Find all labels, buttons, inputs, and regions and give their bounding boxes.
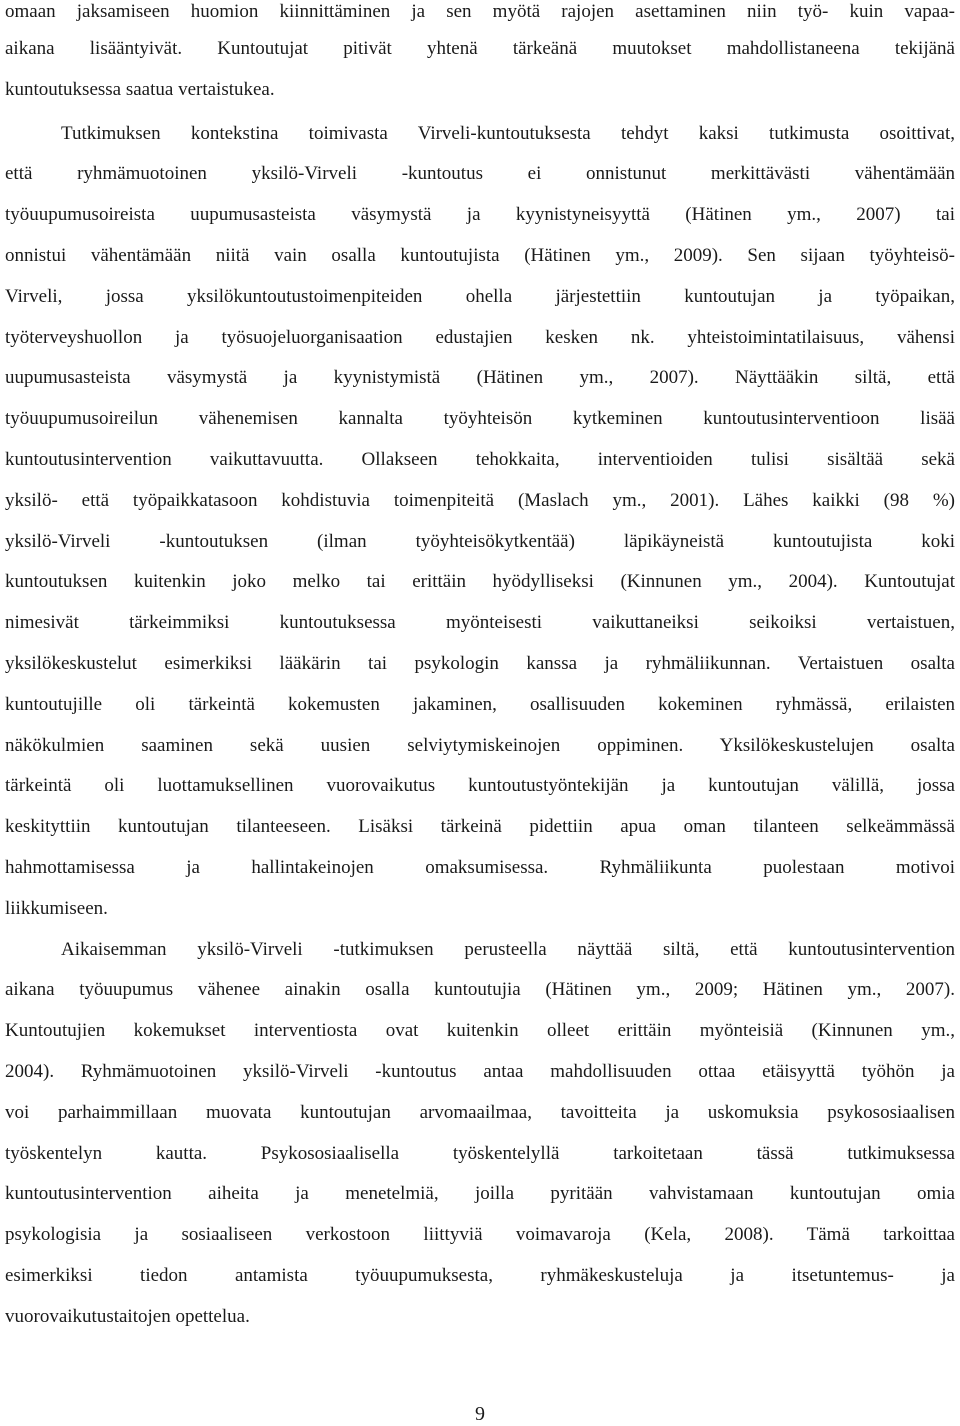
text-line: Virveli, jossa yksilökuntoutustoimenpiteiden ohella järjestettiin kuntoutujan ja työpaikan,	[5, 285, 955, 307]
text-line: yksilö- että työpaikkatasoon kohdistuvia toimenpiteitä (Maslach ym., 2001). Lähes kaikki (98 %)	[5, 489, 955, 511]
text-line: työskentelyn kautta. Psykososiaalisella työskentelyllä tarkoitetaan tässä tutkimuksessa	[5, 1142, 955, 1164]
text-line: näkökulmien saaminen sekä uusien selviytymiskeinojen oppiminen. Yksilökeskustelujen osalta	[5, 734, 955, 756]
text-line: esimerkiksi tiedon antamista työuupumuksesta, ryhmäkeskusteluja ja itsetuntemus- ja	[5, 1264, 955, 1286]
text-line: vuorovaikutustaitojen opettelua.	[5, 1305, 250, 1327]
text-line: yksilökeskustelut esimerkiksi lääkärin tai psykologin kanssa ja ryhmäliikunnan. Vertaistuen osalta	[5, 652, 955, 674]
text-line: aikana työuupumus vähenee ainakin osalla kuntoutujia (Hätinen ym., 2009; Hätinen ym., 2007).	[5, 979, 955, 1001]
text-line: 2004). Ryhmämuotoinen yksilö-Virveli -kuntoutus antaa mahdollisuuden ottaa etäisyyttä työhön ja	[5, 1060, 955, 1082]
text-line: kuntoutusintervention aiheita ja menetelmiä, joilla pyritään vahvistamaan kuntoutujan omia	[5, 1183, 955, 1205]
text-line: työuupumusoireista uupumusasteista väsymystä ja kyynistyneisyyttä (Hätinen ym., 2007) tai	[5, 204, 955, 226]
paragraph-2	[5, 114, 955, 930]
text-line: Tutkimuksen kontekstina toimivasta Virveli-kuntoutuksesta tehdyt kaksi tutkimusta osoittivat,	[61, 122, 955, 144]
text-line: onnistui vähentämään niitä vain osalla kuntoutujista (Hätinen ym., 2009). Sen sijaan työyhteisö-	[5, 244, 955, 266]
paragraph-1	[5, 0, 955, 114]
text-line: kuntoutuksen kuitenkin joko melko tai erittäin hyödylliseksi (Kinnunen ym., 2004). Kuntoutujat	[5, 571, 955, 593]
text-line: yksilö-Virveli -kuntoutuksen (ilman työyhteisökytkentää) läpikäyneistä kuntoutujista koki	[5, 530, 955, 552]
text-line: omaan jaksamiseen huomion kiinnittäminen ja sen myötä rajojen asettaminen niin työ- kuin vapaa-	[5, 1, 955, 22]
text-line: aikana lisääntyivät. Kuntoutujat pitivät yhtenä tärkeänä muutokset mahdollistaneena tekijänä	[5, 38, 955, 59]
text-line: keskityttiin kuntoutujan tilanteeseen. Lisäksi tärkeinä pidettiin apua oman tilanteen selkeämmässä	[5, 816, 955, 838]
text-line: hahmottamisessa ja hallintakeinojen omaksumisessa. Ryhmäliikunta puolestaan motivoi	[5, 856, 955, 878]
paragraph-3	[5, 930, 955, 1338]
text-line: kuntoutuksessa saatua vertaistukea.	[5, 78, 275, 100]
document-body	[5, 0, 955, 1338]
text-line: psykologisia ja sosiaaliseen verkostoon liittyviä voimavaroja (Kela, 2008). Tämä tarkoittaa	[5, 1224, 955, 1246]
page-number: 9	[475, 1403, 485, 1425]
text-line: työuupumusoireilun vähenemisen kannalta työyhteisön kytkeminen kuntoutusinterventioon lisää	[5, 408, 955, 430]
text-line: työterveyshuollon ja työsuojeluorganisaation edustajien kesken nk. yhteistoimintatilaisuus, vähensi	[5, 326, 955, 348]
text-line: voi parhaimmillaan muovata kuntoutujan arvomaailmaa, tavoitteita ja uskomuksia psykososiaalisen	[5, 1101, 955, 1123]
text-line: kuntoutujille oli tärkeintä kokemusten jakaminen, osallisuuden kokeminen ryhmässä, erilaisten	[5, 693, 955, 715]
text-line: että ryhmämuotoinen yksilö-Virveli -kuntoutus ei onnistunut merkittävästi vähentämään	[5, 163, 955, 185]
text-line: Kuntoutujien kokemukset interventiosta ovat kuitenkin olleet erittäin myönteisiä (Kinnunen ym.,	[5, 1020, 955, 1042]
text-line: nimesivät tärkeimmiksi kuntoutuksessa myönteisesti vaikuttaneiksi seikoiksi vertaistuen,	[5, 612, 955, 634]
text-line: liikkumiseen.	[5, 897, 108, 919]
text-line: kuntoutusintervention vaikuttavuutta. Ollakseen tehokkaita, interventioiden tulisi sisältää sekä	[5, 448, 955, 470]
text-line: uupumusasteista väsymystä ja kyynistymistä (Hätinen ym., 2007). Näyttääkin siltä, että	[5, 367, 955, 389]
text-line: tärkeintä oli luottamuksellinen vuorovaikutus kuntoutustyöntekijän ja kuntoutujan välillä, jossa	[5, 775, 955, 797]
text-line: Aikaisemman yksilö-Virveli -tutkimuksen perusteella näyttää siltä, että kuntoutusintervention	[61, 938, 955, 960]
